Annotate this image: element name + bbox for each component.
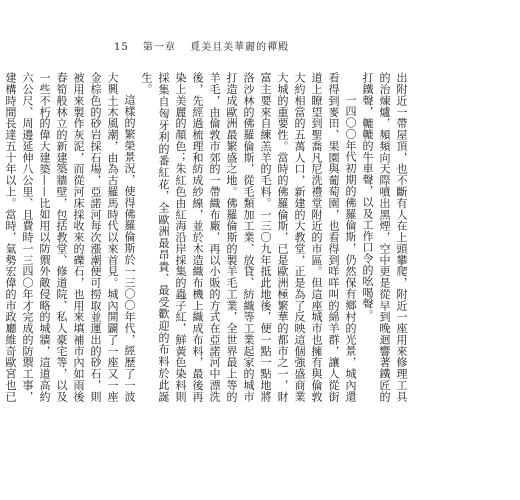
paragraph-2: 一四〇〇年代初期的佛羅倫斯，仍然保有鄉村的光景，城內還看得到麥田、果園與葡萄園，也看得到咩咩叫的綿羊群，讓人從街道上瞭望到聖喬凡尼洗禮堂附近的市區。但這座城市也擁有與倫敦大約相當的五萬人口，新建的大教堂，正是為了反映這個強盛商業大城的重要性。當時的佛羅倫斯，已是歐洲極繁華的都市之一，財富主要來自練羔羊的毛料。一三〇九年抵此地後，便一點一點地將洛沙林的佛羅倫斯，從毛類加工業、放貸、紡織等工業起家的城市打造成歐洲最繁盛之地。佛羅倫斯的製羊毛工業，全世界最上等的羊毛，由倫敦市郊的一帶織布廠，再以小販的方式在亞諾河中漂洗後，先經過梳理和紡成紗線，並於木造織布機上織成布料，最後再染上美麗的顏色；朱紅色由紅海沿岸採集的蟲子紅，鮮黃色染料則採集自匈牙利的番紅花，全歐洲最昂貴、最受歡迎的布料於此誕生。 <box>140 72 357 402</box>
paragraph-3: 這樣的繁榮景況，使得佛羅倫斯於一三〇〇年代，經歷了一波大興土木風潮，由為古羅馬時代以來首見。城內開闢了一座又一座金棕色的砂岩採石場，亞諾河每次漲潮便可撈取並運出的砂石，則被用來製作灰泥，而從河床採收來的礫石，也用來填補市內如雨後春筍般林立的新建築牆壁，包括教堂、修道院、私人豪宅等，以及一些不朽的偉大建築——比如用以防禦外敵侵略的城牆，這道高約六公尺、周邊延伸八公里、且費時一三四〇年才完成的防禦工事，建構時間長達五十年以上。當時，氣勢宏偉的市政廳維奇歐宮也已 <box>4 72 136 402</box>
chapter-title: 覓美且美華麗的禪殿 <box>190 42 290 53</box>
running-header <box>114 38 299 53</box>
chapter-label: 第一章 <box>142 42 176 53</box>
page-number: 15 <box>114 42 129 53</box>
paragraph-1: 出附近一帶屋頂，也不斷有人在上頭攀爬，附近一座用來修理工具的治煉爐，頻頻向天際噴出黑煙，空中更是從早到晚迴響著鐵匠的打鐵聲，轆轆的牛車聲，以及工作口令的吆喝聲。 <box>361 72 408 402</box>
vertical-body-text <box>4 72 410 402</box>
